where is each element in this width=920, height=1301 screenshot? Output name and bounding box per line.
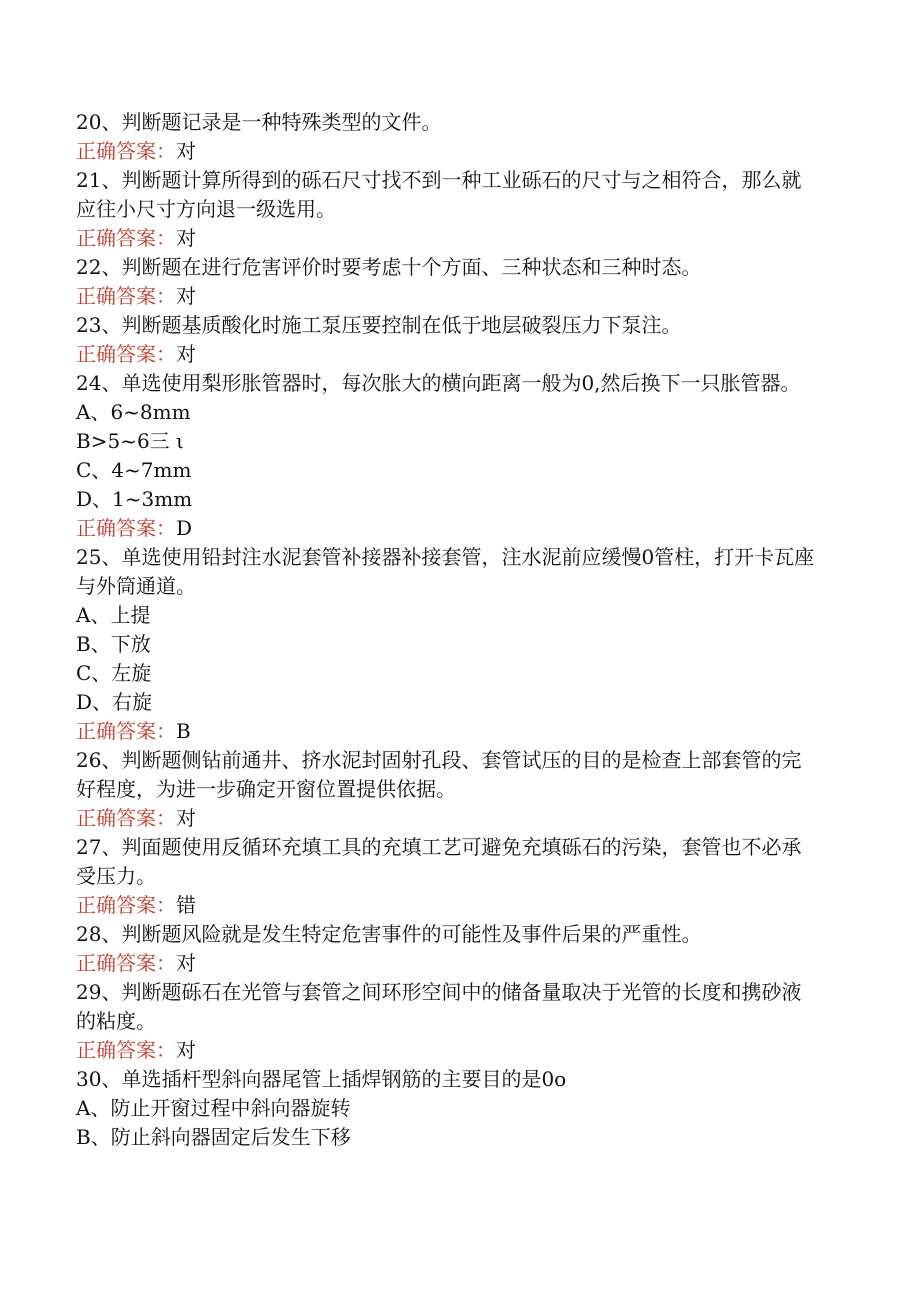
question-text: 22、判断题在进行危害评价时要考虑十个方面、三种状态和三种时态。 [76,255,702,279]
answer-label: 正确答案： [76,516,176,540]
option-item: B>5~6三 ι [76,429,184,453]
question-text: 23、判断题基质酸化时施工泵压要控制在低于地层破裂压力下泵注。 [76,313,682,337]
answer-value: 对 [176,1038,196,1062]
question-text: 28、判断题风险就是发生特定危害事件的可能性及事件后果的严重性。 [76,922,702,946]
answer-label: 正确答案： [76,1038,176,1062]
answer-line [76,804,820,833]
answer-label: 正确答案： [76,226,176,250]
answer-line [76,282,820,311]
option-item: B、防止斜向器固定后发生下移 [76,1125,351,1149]
answer-value: 错 [176,893,196,917]
answer-value: 对 [176,342,196,366]
answer-line [76,891,820,920]
answer-label: 正确答案： [76,951,176,975]
answer-value: 对 [176,284,196,308]
option-item: A、上提 [76,603,151,627]
option-item: C、4~7mm [76,458,192,482]
answer-label: 正确答案： [76,342,176,366]
answer-value: 对 [176,806,196,830]
answer-line [76,224,820,253]
question-text: 27、判面题使用反循环充填工具的充填工艺可避免充填砾石的污染，套管也不必承受压力。 [76,835,802,888]
option-item: D、1~3mm [76,487,193,511]
answer-value: 对 [176,951,196,975]
answer-label: 正确答案： [76,139,176,163]
answer-label: 正确答案： [76,719,176,743]
question-text: 30、单选插杆型斜向器尾管上插焊钢筋的主要目的是0o [76,1067,567,1091]
question-text: 26、判断题侧钻前通井、挤水泥封固射孔段、套管试压的目的是检查上部套管的完好程度，为进一步确定开窗位置提供依据。 [76,748,802,801]
answer-label: 正确答案： [76,806,176,830]
answer-value: 对 [176,139,196,163]
question-text: 21、判断题计算所得到的砾石尺寸找不到一种工业砾石的尺寸与之相符合，那么就应往小尺寸方向退一级选用。 [76,168,802,221]
answer-line [76,340,820,369]
question-text: 29、判断题砾石在光管与套管之间环形空间中的储备量取决于光管的长度和携砂液的粘度。 [76,980,802,1033]
answer-line [76,137,820,166]
answer-line [76,949,820,978]
answer-line [76,1036,820,1065]
option-item: D、右旋 [76,690,153,714]
option-item: B、下放 [76,632,151,656]
answer-value: 对 [176,226,196,250]
answer-line [76,514,820,543]
question-text: 24、单选使用梨形胀管器时，每次胀大的横向距离一般为0,然后换下一只胀管器。 [76,371,801,395]
question-text: 25、单选使用铅封注水泥套管补接器补接套管，注水泥前应缓慢0管柱，打开卡瓦座与外筒通道。 [76,545,815,598]
option-item: C、左旋 [76,661,152,685]
option-item: A、6~8mm [76,400,191,424]
answer-line [76,717,820,746]
answer-value: D [176,516,193,540]
question-text: 20、判断题记录是一种特殊类型的文件。 [76,110,442,134]
answer-label: 正确答案： [76,284,176,308]
answer-value: B [176,719,191,743]
option-item: A、防止开窗过程中斜向器旋转 [76,1096,351,1120]
answer-label: 正确答案： [76,893,176,917]
